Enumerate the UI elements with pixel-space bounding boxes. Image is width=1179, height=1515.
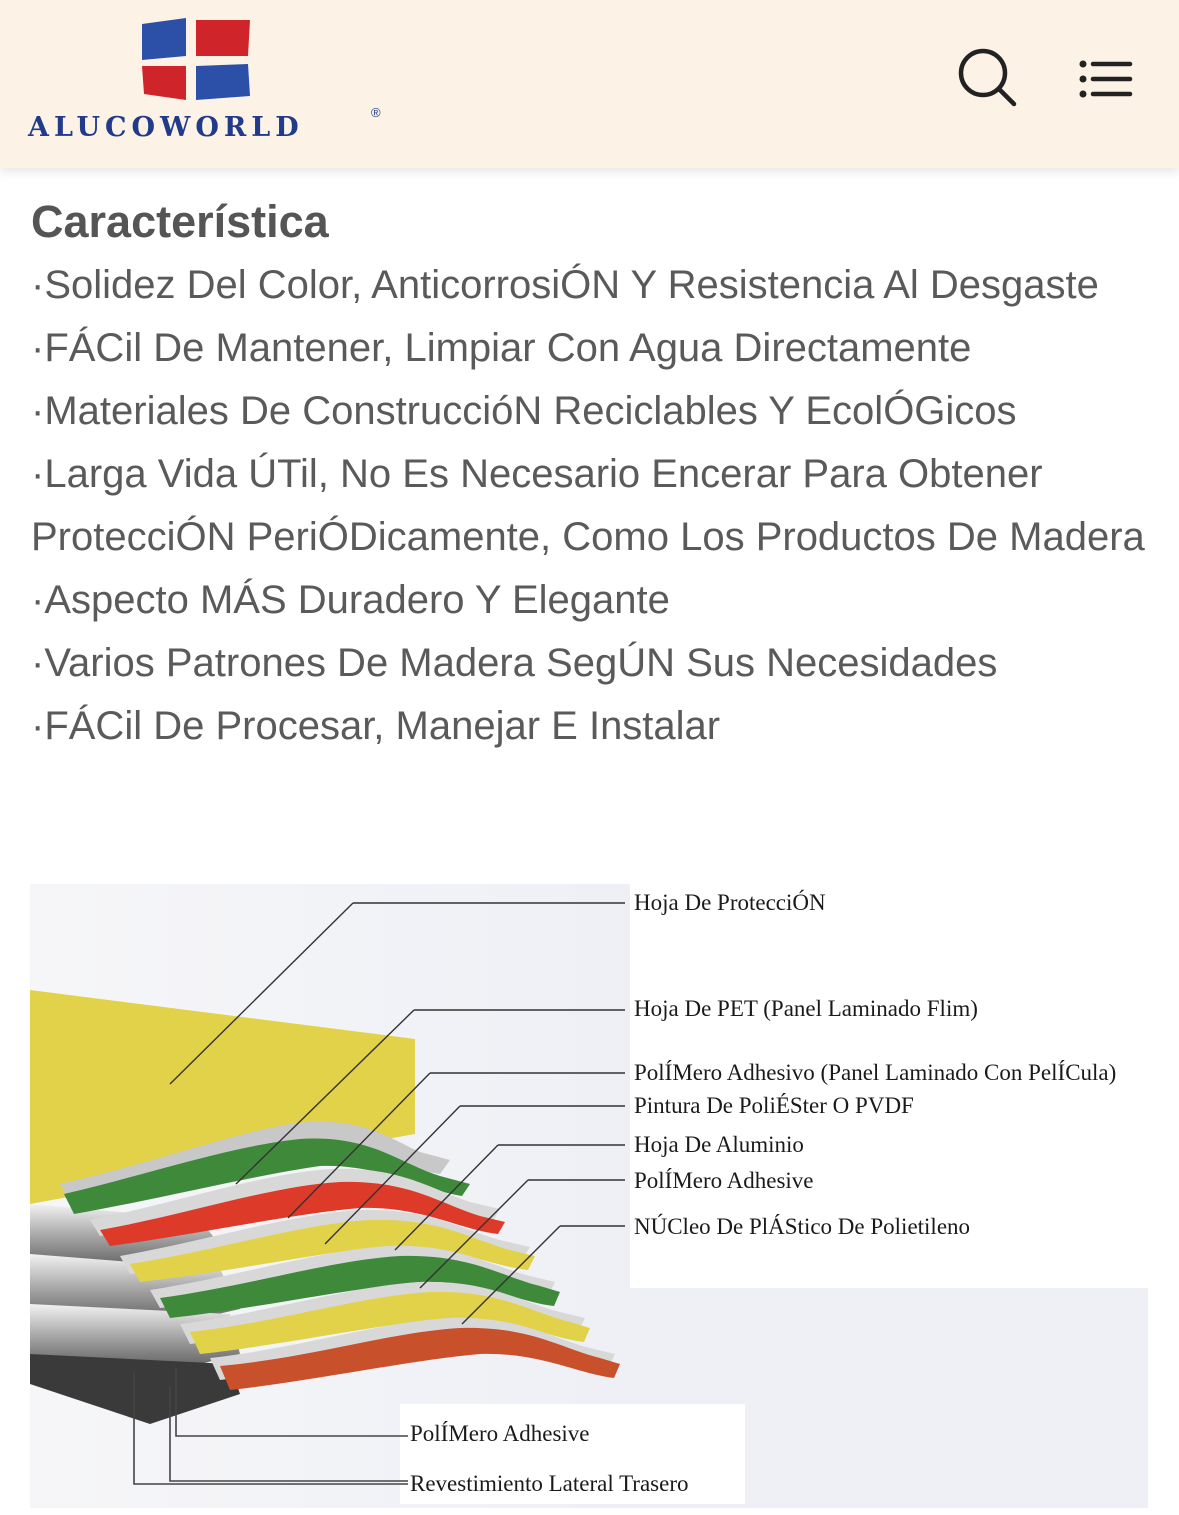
label-polymer-adhesive-top: PolÍMero Adhesive [634, 1168, 814, 1193]
feature-item: ·FÁCil De Mantener, Limpiar Con Agua Directamente [31, 326, 972, 370]
feature-item: ·Solidez Del Color, AnticorrosiÓN Y Resistencia Al Desgaste [31, 263, 1099, 307]
label-pet-sheet: Hoja De PET (Panel Laminado Flim) [634, 996, 978, 1021]
site-header [0, 0, 1179, 168]
label-back-coating: Revestimiento Lateral Trasero [410, 1471, 689, 1496]
logo-wordmark: ALUCOWORLD [28, 112, 304, 143]
registered-mark: ® [371, 105, 381, 120]
list-menu-icon [1070, 42, 1140, 112]
panel-layers-illustration [30, 884, 1148, 1508]
section-title: Característica [31, 196, 329, 247]
search-icon [952, 42, 1022, 112]
label-polymer-film: PolÍMero Adhesivo (Panel Laminado Con PelÍCula) [634, 1060, 1117, 1085]
menu-button[interactable] [1070, 42, 1140, 112]
feature-item: ·Larga Vida ÚTil, No Es Necesario Encerar Para Obtener ProtecciÓN PeriÓDicamente, Como Los Productos De Madera [31, 452, 1145, 559]
alucoworld-logo[interactable] [28, 18, 398, 146]
feature-item: ·Aspecto MÁS Duradero Y Elegante [31, 578, 670, 622]
panel-structure-diagram [30, 884, 1148, 1508]
label-core: NÚCleo De PlÁStico De Polietileno [634, 1214, 971, 1239]
feature-list [31, 254, 1151, 758]
label-polymer-adhesive-bottom: PolÍMero Adhesive [410, 1421, 590, 1446]
feature-item: ·Varios Patrones De Madera SegÚN Sus Necesidades [31, 641, 998, 685]
label-paint: Pintura De PoliÉSter O PVDF [634, 1093, 914, 1118]
logo-mark-icon [140, 18, 252, 104]
label-aluminium: Hoja De Aluminio [634, 1132, 804, 1157]
feature-item: ·Materiales De ConstruccióN Reciclables Y EcolÓGicos [31, 389, 1017, 433]
main-content [31, 190, 1151, 758]
label-protection-sheet: Hoja De ProtecciÓN [634, 890, 826, 915]
feature-item: ·FÁCil De Procesar, Manejar E Instalar [31, 704, 721, 748]
search-button[interactable] [952, 42, 1022, 112]
